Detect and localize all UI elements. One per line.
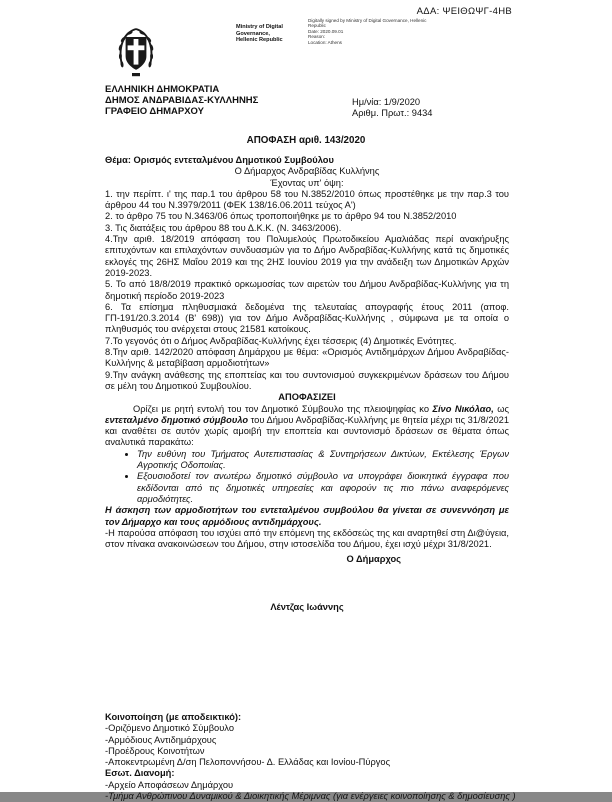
appointment-mid: ως <box>493 403 510 414</box>
legal-item: 9.Την ανάγκη ανάθεσης της εποπτείας και του συντονισμού συγκεκριμένων δράσεων του Δήμου σε μέλη του Δημοτικού Συμβουλίου. <box>105 369 509 391</box>
appointment-pre: Ορίζει με ρητή εντολή του τον Δημοτικό Σύμβουλο της πλειοψηφίας κο <box>133 403 433 414</box>
legal-item: 5. Το από 18/8/2019 πρακτικό ορκωμοσίας των αιρετών του Δήμου Ανδραβίδας-Κυλλήνης για τη δημοτική περίοδο 2019-2023 <box>105 279 509 301</box>
decision-title: ΑΠΟΦΑΣΗ αριθ. 143/2020 <box>246 135 366 146</box>
notify-item: -Οριζόμενο Δημοτικό Σύμβουλο <box>105 723 234 734</box>
legal-item: 4.Την αριθ. 18/2019 απόφαση του Πολυμελούς Πρωτοδικείου Αμαλιάδας περί ανακήρυξης επιτυχόντων και επιλαχόντων συνδυασμών για το Δήμο Ανδραβίδας-Κυλλήνης κατά τις δημοτικές εκλογές της 26ΗΣ Μαΐου 2019 και της 2ΗΣ Ιουνίου 2019 για την ανάδειξη των Δημοτικών Αρχών 2019-2023. <box>105 234 509 278</box>
agency-municipality: ΔΗΜΟΣ ΑΝΔΡΑΒΙΔΑΣ-ΚΥΛΛΗΝΗΣ <box>105 95 259 106</box>
legal-item: 3. Τις διατάξεις του άρθρου 88 του Δ.Κ.Κ. (Ν. 3463/2006). <box>105 222 342 233</box>
notify-heading: Κοινοποίηση (με αποδεικτικό): <box>105 712 242 722</box>
internal-heading: Εσωτ. Διανομή: <box>105 768 175 779</box>
agency-office: ΓΡΑΦΕΙΟ ΔΗΜΑΡΧΟΥ <box>105 106 204 117</box>
protocol-number: Αριθμ. Πρωτ.: 9434 <box>352 108 433 118</box>
publication-note: -Η παρούσα απόφαση του ισχύει από την επόμενη της εκδόσεώς της και αναρτηθεί στη Δι@ύγεια, στον πίνακα ανακοινώσεων του Δήμου, στην ιστοσελίδα του Δήμου, έχει ισχύ μέχρι 31/8/2021. <box>105 527 509 550</box>
appointment-post: του Δήμου Ανδραβίδας-Κυλλήνης με θητεία μέχρι τις 31/8/2021 και αναθέτει σε αυτόν χωρίς αμοιβή την εποπτεία και συντονισμό δράσεων σε θέματα όπως αναλυτικά παρακάτω: <box>105 414 510 448</box>
internal-item: -Αρχείο Αποφάσεων Δημάρχου <box>105 779 234 790</box>
duties-list <box>119 449 509 505</box>
notify-item: -Αρμόδιους Αντιδημάρχους <box>105 734 217 745</box>
ministry-line1: Ministry of Digital <box>236 24 283 30</box>
appointee-name: Σίνο Νικόλαο, <box>432 403 494 414</box>
appointee-role: εντεταλμένο δημοτικό σύμβουλο <box>105 414 249 425</box>
ada-code: ΑΔΑ: ΨΕΙΘΩΨΓ-4ΗΒ <box>416 6 512 17</box>
legal-item: 7.Το γεγονός ότι ο Δήμος Ανδραβίδας-Κυλλήνης έχει τέσσερις (4) Δημοτικές Ενότητες. <box>105 335 457 346</box>
duty-item: • Εξουσιοδοτεί τον ανωτέρω δημοτικό σύμβουλο να υπογράφει διοικητικά έγγραφα που εκδίδονται από τις δημοτικές υπηρεσίες και αφορούν τις πιο πάνω αναφερόμενες αρμοδιότητες. <box>137 471 509 505</box>
legal-item: 8.Την αριθ. 142/2020 απόφαση Δημάρχου με θέμα: «Ορισμός Αντιδημάρχων Δήμου Ανδραβίδας-Κυλλήνης & μεταβίβαση αρμοδιοτήτων» <box>105 347 509 369</box>
legal-item: 2. το άρθρο 75 του Ν.3463/06 όπως τροποποιήθηκε με το άρθρο 94 του Ν.3852/2010 <box>105 211 457 222</box>
ministry-line3: Hellenic Republic <box>236 37 283 44</box>
mayor-title: Ο Δήμαρχος <box>346 554 401 565</box>
ministry-line2: Governance, <box>236 30 270 37</box>
mayor-signature-name: Λέντζας Ιωάννης <box>270 601 344 612</box>
decides-heading: ΑΠΟΦΑΣΙΖΕΙ <box>278 392 336 403</box>
internal-item: -Τμήμα Ανθρώπινου Δυναμικού & Διοικητικής Μέριμνας (για ενέργειες κοινοποίησης & δημοσίευσης ) <box>105 791 516 802</box>
decision-body <box>105 155 509 613</box>
having-regard-line: Έχοντας υπ' όψη: <box>270 177 344 188</box>
mayor-intro-line: Ο Δήμαρχος Ανδραβίδας Κυλλήνης <box>234 166 380 177</box>
notify-item: -Αποκεντρωμένη Δ/ση Πελοποννήσου- Δ. Ελλάδας και Ιονίου-Πύργος <box>105 757 391 768</box>
distribution-footer <box>105 712 525 802</box>
appointment-paragraph <box>105 404 509 449</box>
ministry-logo-text <box>236 24 283 44</box>
hellenic-coat-of-arms-icon <box>112 26 160 80</box>
notify-item: -Προέδρους Κοινοτήτων <box>105 745 205 756</box>
digital-signature-stamp: Digitally signed by Ministry of Digital Governance, Hellenic Republic Date: 2020.09.01 Reason: Location: Athens <box>308 18 427 45</box>
legal-item: 1. την περίπτ. ι' της παρ.1 του άρθρου 58 του Ν.3852/2010 όπως προστέθηκε με την παρ.3 του άρθρου 44 του Ν.3979/2011 (ΦΕΚ 138/16.06.2011 τεύχος Α') <box>105 188 509 211</box>
agency-republic: ΕΛΛΗΝΙΚΗ ΔΗΜΟΚΡΑΤΙΑ <box>105 84 220 95</box>
protocol-block <box>352 97 432 119</box>
agency-heading <box>105 84 258 117</box>
legal-item: 6. Τα επίσημα πληθυσμιακά δεδομένα της τελευταίας απογραφής έτους 2011 (αποφ. ΓΠ-191/20.3.2014 (Β' 698)) για τον Δήμο Ανδραβίδας-Κυλλήνης , σύμφωνα με τα οποία ο πληθυσμός του ανέρχεται στους 21581 κατοίκους. <box>105 301 509 335</box>
exercise-note: Η άσκηση των αρμοδιοτήτων του εντεταλμένου συμβούλου θα γίνεται σε συνεννόηση με τον Δήμαρχο και τους αρμόδιους αντιδημάρχους. <box>105 505 509 527</box>
document-date: Ημ/νία: 1/9/2020 <box>352 97 421 107</box>
subject-line: Θέμα: Ορισμός εντεταλμένου Δημοτικού Συμβούλου <box>105 155 334 165</box>
duty-item: • Την ευθύνη του Τμήματος Αυτεπιστασίας & Συντηρήσεων Δικτύων, Εκτέλεσης Έργων Αγροτικής Οδοποιίας. <box>137 449 509 472</box>
